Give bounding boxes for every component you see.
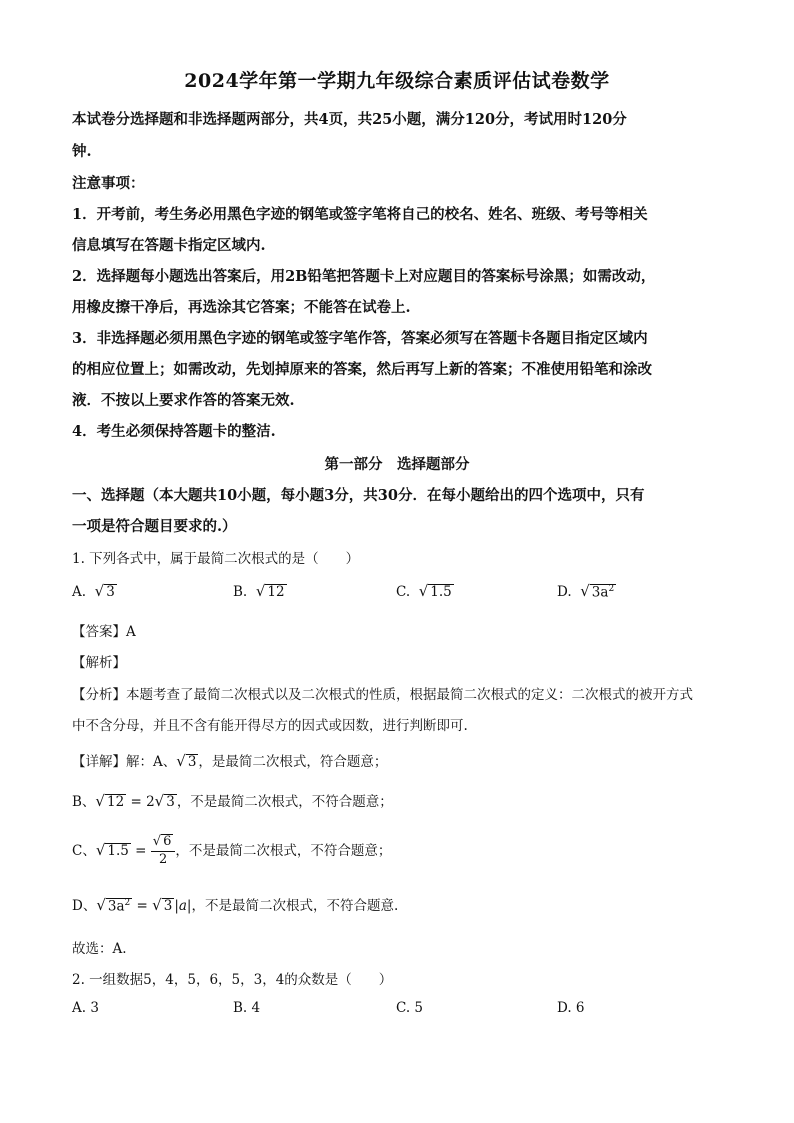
q1-stem: 1. 下列各式中，属于最简二次根式的是（ ） (72, 551, 360, 567)
conclusion: 故选：A. (72, 941, 127, 957)
q1-option-d: D. √ $3a^2$ (557, 582, 615, 600)
note-3b: 的相应位置上；如需改动，先划掉原来的答案，然后再写上新的答案；不准使用铅笔和涂改 (72, 361, 652, 378)
part1-heading: 第一部分 选择题部分 (324, 456, 470, 473)
fenxi-line-1 (72, 683, 693, 703)
option-radicand: $3a^2$ (591, 583, 615, 600)
detail-tag: 【详解】 (72, 754, 126, 770)
q2-stem: 2. 一组数据5，4，5，6，5，3，4的众数是（ ） (72, 972, 393, 988)
option-label: D. (557, 584, 572, 600)
section-heading-b: 一项是符合题目要求的.） (72, 518, 237, 535)
q2-option-c: C. 5 (396, 1000, 424, 1016)
detail-b: B、√ 12 = 2√ 3 ，不是最简二次根式，不符合题意； (72, 792, 393, 810)
analysis-tag: 【解析】 (72, 655, 126, 671)
q2-option-d: D. 6 (557, 1000, 585, 1016)
note-3c: 液．不按以上要求作答的答案无效. (72, 392, 295, 409)
note-2a: 2．选择题每小题选出答案后，用2B铅笔把答题卡上对应题目的答案标号涂黑；如需改动， (72, 268, 656, 285)
intro-line-2: 钟. (72, 143, 92, 160)
q1-option-a: A. √ 3 (72, 582, 115, 600)
option-radicand: 1.5 (430, 584, 452, 600)
fenxi-tag: 【分析】 (72, 687, 126, 703)
q2-option-a: A. 3 (72, 1000, 99, 1016)
note-2b: 用橡皮擦干净后，再选涂其它答案；不能答在试卷上. (72, 299, 411, 316)
option-label: A. (72, 584, 87, 600)
detail-c: C、√ 1.5 = $\frac{√ 6}{2}$ ，不是最简二次根式，不符合题意； (72, 834, 392, 867)
section-heading-a: 一、选择题（本大题共10小题，每小题3分，共30分．在每小题给出的四个选项中，只有 (72, 487, 645, 504)
note-3a: 3．非选择题必须用黑色字迹的钢笔或签字笔作答，答案必须写在答题卡各题目指定区域内 (72, 330, 648, 347)
fraction: $\frac{√ 6}{2}$ (151, 834, 176, 869)
note-1a: 1．开考前，考生务必用黑色字迹的钢笔或签字笔将自己的校名、姓名、班级、考号等相关 (72, 206, 648, 223)
option-label: B. (233, 584, 248, 600)
note-4: 4．考生必须保持答题卡的整洁. (72, 423, 276, 440)
option-radicand: 12 (267, 584, 285, 600)
detail-a: 【详解】解：A、√ 3 ，是最简二次根式，符合题意； (72, 752, 388, 770)
q1-option-c: C. √ 1.5 (396, 582, 452, 600)
q1-option-b: B. √ 12 (233, 582, 285, 600)
detail-d: D、√ $3a^2$ = √ 3 |a|，不是最简二次根式，不符合题意. (72, 896, 399, 914)
answer-line (72, 620, 136, 640)
q2-option-b: B. 4 (233, 1000, 261, 1016)
notes-heading: 注意事项： (72, 175, 145, 192)
page-title: 2024学年第一学期九年级综合素质评估试卷数学 (184, 70, 610, 92)
intro-line-1: 本试卷分选择题和非选择题两部分，共4页，共25小题，满分120分，考试用时120分 (72, 111, 627, 128)
option-label: C. (396, 584, 411, 600)
fenxi-text-a: 本题考查了最简二次根式以及二次根式的性质，根据最简二次根式的定义：二次根式的被开方式 (126, 687, 693, 703)
answer-value: A (126, 624, 136, 640)
note-1b: 信息填写在答题卡指定区域内. (72, 237, 266, 254)
answer-tag: 【答案】 (72, 624, 126, 640)
option-radicand: 3 (106, 584, 115, 600)
fenxi-line-2: 中不含分母，并且不含有能开得尽方的因式或因数，进行判断即可. (72, 718, 468, 734)
